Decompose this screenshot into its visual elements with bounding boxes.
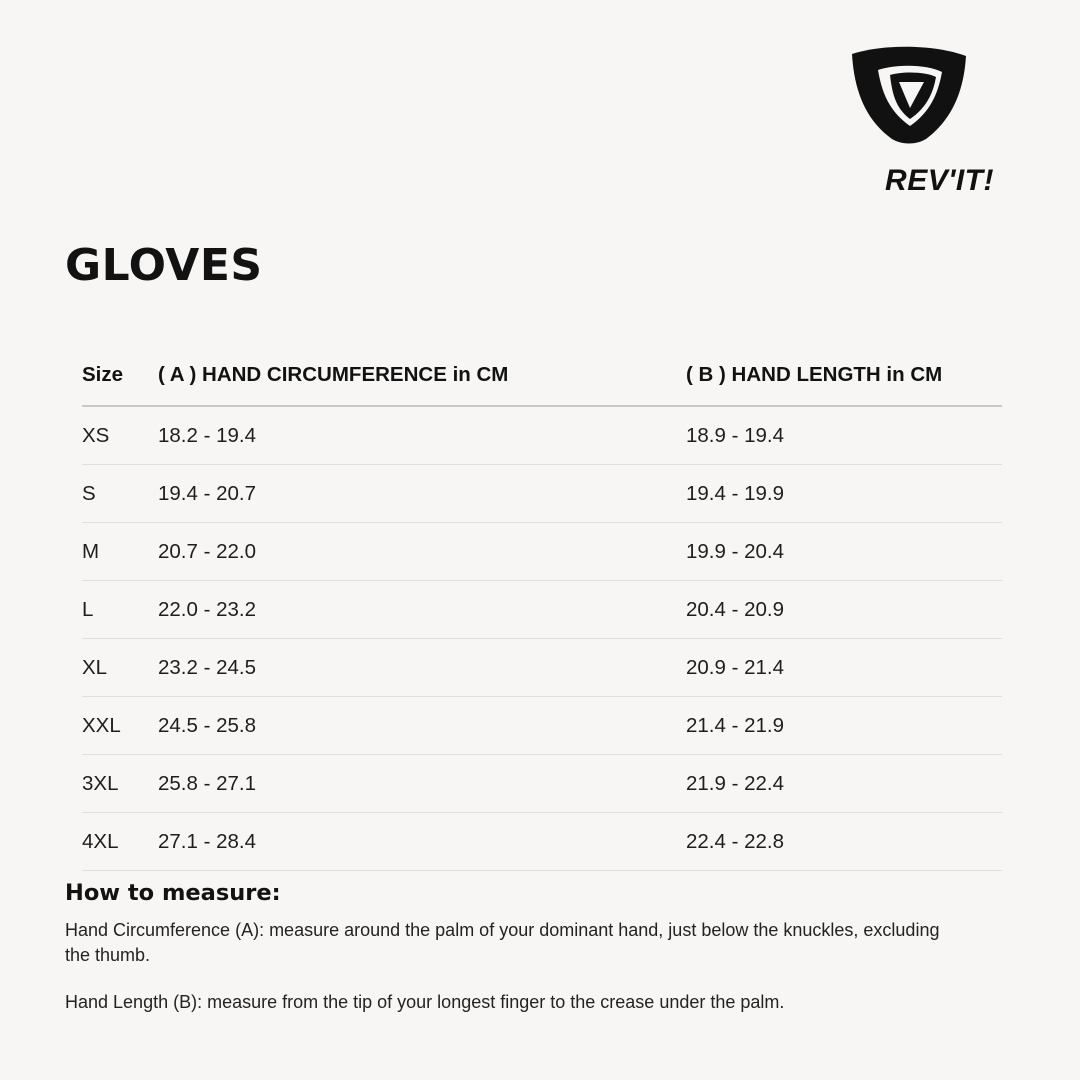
cell-length: 20.9 - 21.4 xyxy=(686,639,1002,697)
size-table-head xyxy=(82,363,1002,406)
table-row xyxy=(82,523,1002,581)
cell-length: 18.9 - 19.4 xyxy=(686,406,1002,465)
cell-size: 4XL xyxy=(82,813,158,871)
size-table-body xyxy=(82,406,1002,871)
cell-length: 20.4 - 20.9 xyxy=(686,581,1002,639)
cell-size: L xyxy=(82,581,158,639)
cell-circumference: 24.5 - 25.8 xyxy=(158,697,686,755)
cell-circumference: 27.1 - 28.4 xyxy=(158,813,686,871)
table-row xyxy=(82,697,1002,755)
cell-circumference: 22.0 - 23.2 xyxy=(158,581,686,639)
how-to-measure-circumference-text: Hand Circumference (A): measure around the palm of your dominant hand, just below the knuckles, excluding the thumb. xyxy=(65,920,940,965)
header-hand-circumference: ( A ) HAND CIRCUMFERENCE in CM xyxy=(158,363,686,406)
size-table xyxy=(82,363,1002,871)
how-to-measure-heading: How to measure: xyxy=(65,880,281,906)
brand-wordmark: REV'IT! xyxy=(885,164,994,197)
cell-length: 19.4 - 19.9 xyxy=(686,465,1002,523)
size-table-container xyxy=(82,363,1002,871)
table-row xyxy=(82,406,1002,465)
cell-size: XS xyxy=(82,406,158,465)
header-hand-length: ( B ) HAND LENGTH in CM xyxy=(686,363,1002,406)
cell-circumference: 20.7 - 22.0 xyxy=(158,523,686,581)
table-row xyxy=(82,755,1002,813)
cell-size: XL xyxy=(82,639,158,697)
cell-length: 22.4 - 22.8 xyxy=(686,813,1002,871)
cell-circumference: 19.4 - 20.7 xyxy=(158,465,686,523)
cell-circumference: 23.2 - 24.5 xyxy=(158,639,686,697)
table-row xyxy=(82,581,1002,639)
cell-circumference: 25.8 - 27.1 xyxy=(158,755,686,813)
table-row xyxy=(82,813,1002,871)
cell-size: S xyxy=(82,465,158,523)
header-size: Size xyxy=(82,363,158,406)
cell-circumference: 18.2 - 19.4 xyxy=(158,406,686,465)
cell-size: XXL xyxy=(82,697,158,755)
cell-size: 3XL xyxy=(82,755,158,813)
cell-length: 21.4 - 21.9 xyxy=(686,697,1002,755)
cell-size: M xyxy=(82,523,158,581)
cell-length: 21.9 - 22.4 xyxy=(686,755,1002,813)
cell-length: 19.9 - 20.4 xyxy=(686,523,1002,581)
revit-shield-logo-icon xyxy=(818,42,998,152)
how-to-measure-length-text: Hand Length (B): measure from the tip of your longest finger to the crease under the palm. xyxy=(65,991,785,1012)
brand-logo xyxy=(818,42,998,198)
table-header-row xyxy=(82,363,1002,406)
page-title: GLOVES xyxy=(65,240,263,291)
table-row xyxy=(82,639,1002,697)
how-to-measure-section xyxy=(65,880,945,1014)
table-row xyxy=(82,465,1002,523)
